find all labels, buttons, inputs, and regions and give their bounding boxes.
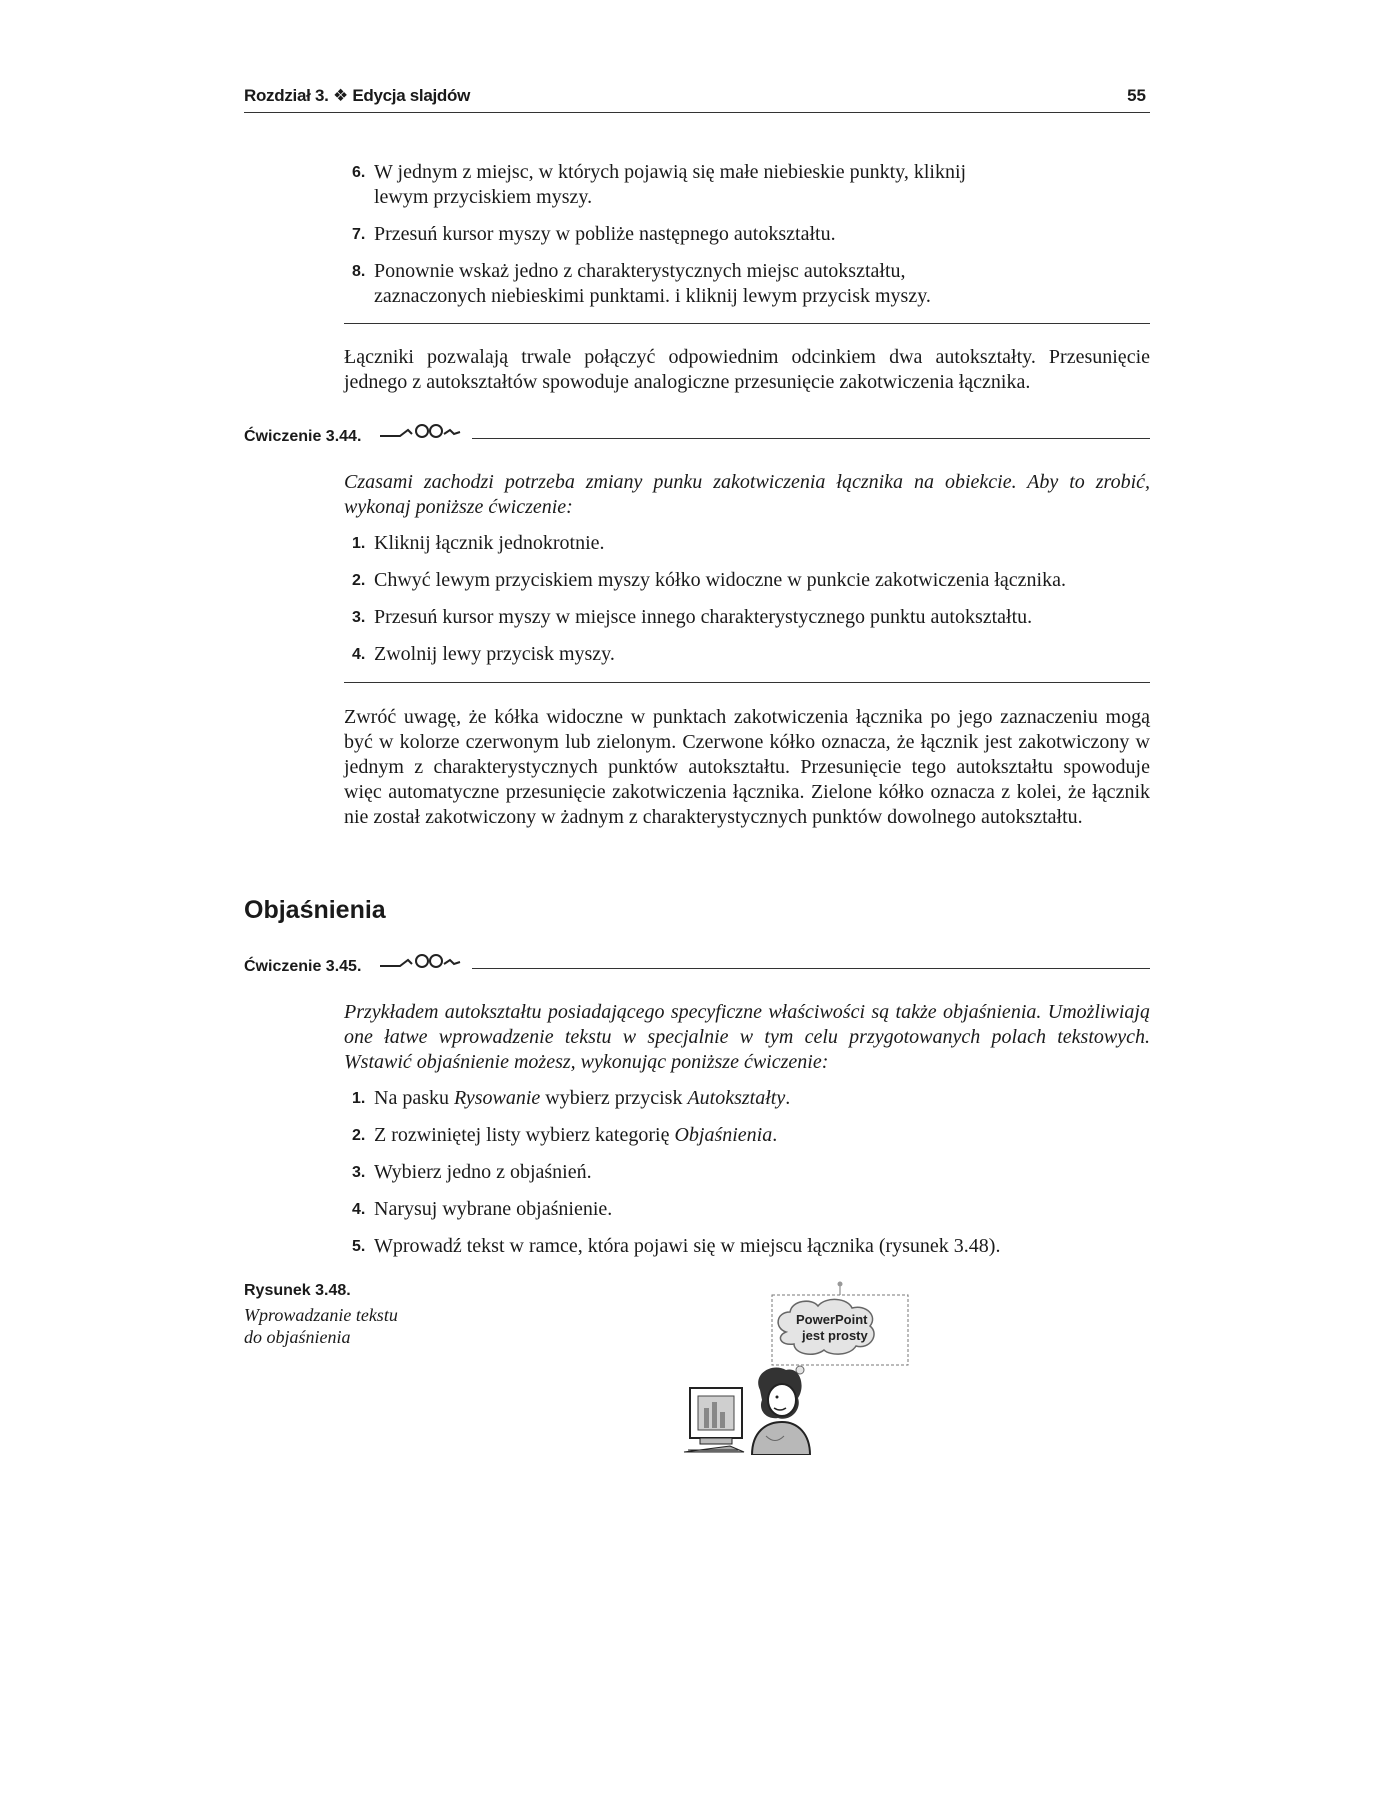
running-header xyxy=(244,84,1150,113)
section-title: Objaśnienia xyxy=(244,896,386,924)
list-item xyxy=(352,1197,1152,1222)
step-number: 2. xyxy=(352,572,366,589)
step-emphasis: Objaśnienia xyxy=(674,1124,773,1146)
divider xyxy=(344,323,1150,324)
step-text: wybierz przycisk xyxy=(540,1087,688,1109)
step-text: . xyxy=(772,1124,778,1146)
figure-caption xyxy=(244,1304,444,1348)
exercise-steps xyxy=(352,531,1152,679)
exercise-ornament-icon xyxy=(378,420,470,442)
step-number: 5. xyxy=(352,1238,366,1255)
step-text: Ponownie wskaż jedno z charakterystycznych miejsc autokształtu, zaznaczonych niebieskimi punktami. i kliknij lewym przycisk myszy. xyxy=(374,260,931,307)
exercise-steps xyxy=(352,1086,1152,1271)
thought-dot xyxy=(796,1366,804,1374)
step-text: Przesuń kursor myszy w miejsce innego charakterystycznego punktu autokształtu. xyxy=(374,606,1033,628)
step-number: 6. xyxy=(352,164,366,181)
step-text: Wybierz jedno z objaśnień. xyxy=(374,1161,592,1183)
step-number: 3. xyxy=(352,609,366,626)
step-text: Przesuń kursor myszy w pobliże następnego autokształtu. xyxy=(374,223,836,245)
chapter-title: Rozdział 3. ❖ Edycja slajdów xyxy=(244,86,471,105)
exercise-label: Ćwiczenie 3.45. xyxy=(244,958,362,975)
rotation-handle-dot xyxy=(838,1282,843,1287)
exercise-intro: Czasami zachodzi potrzeba zmiany punku zakotwiczenia łącznika na obiekcie. Aby to zrobić, wykonaj poniższe ćwiczenie: xyxy=(344,471,1150,518)
step-emphasis: Autokształty xyxy=(687,1087,786,1109)
list-item xyxy=(352,568,1152,593)
list-item xyxy=(352,222,1002,247)
computer-icon xyxy=(684,1388,744,1452)
list-item xyxy=(352,605,1152,630)
step-number: 7. xyxy=(352,226,366,243)
list-item xyxy=(352,1234,1152,1259)
bubble-text-line: jest prosty xyxy=(802,1328,868,1343)
exercise-ornament-icon xyxy=(378,950,470,972)
step-text: W jednym z miejsc, w których pojawią się małe niebieskie punkty, kliknij lewym przyciskiem myszy. xyxy=(374,161,967,208)
list-item xyxy=(352,259,1002,309)
step-text: Narysuj wybrane objaśnienie. xyxy=(374,1198,613,1220)
step-number: 8. xyxy=(352,263,366,280)
step-number: 2. xyxy=(352,1127,366,1144)
step-number: 4. xyxy=(352,646,366,663)
page-number: 55 xyxy=(1127,86,1146,105)
step-number: 1. xyxy=(352,1090,366,1107)
step-text: Na pasku xyxy=(374,1087,454,1109)
step-text: Chwyć lewym przyciskiem myszy kółko widoczne w punkcie zakotwiczenia łącznika. xyxy=(374,569,1066,591)
steps-list-top xyxy=(352,160,1002,321)
person-icon xyxy=(752,1367,810,1455)
figure-caption-line: do objaśnienia xyxy=(244,1327,351,1347)
exercise-intro: Przykładem autokształtu posiadającego specyficzne właściwości są także objaśnienia. Umożliwiają one łatwe wprowadzenie tekstu w specjalnie w tym celu przygotowanych polach tekstowych. Wstawić objaśnienie możesz, wykonując poniższe ćwiczenie: xyxy=(344,1001,1150,1073)
divider xyxy=(344,682,1150,683)
list-item xyxy=(352,1160,1152,1185)
paragraph-connectors: Łączniki pozwalają trwale połączyć odpowiednim odcinkiem dwa autokształty. Przesunięcie jednego z autokształtów spowoduje analogiczne przesunięcie zakotwiczenia łącznika. xyxy=(344,346,1150,393)
step-text: Z rozwiniętej listy wybierz kategorię xyxy=(374,1124,675,1146)
paragraph-circles: Zwróć uwagę, że kółka widoczne w punktach zakotwiczenia łącznika po jego zaznaczeniu mogą być w kolorze czerwonym lub zielonym. Czerwone kółko oznacza, że łącznik jest zakotwiczony w jednym z charakterystycznych punktów autokształtu. Przesunięcie tego autokształtu spowoduje więc automatyczne przesunięcie zakotwiczenia łącznika. Zielone kółko oznacza z kolei, że łącznik nie został zakotwiczony w żadnym z charakterystycznych punktów dowolnego autokształtu. xyxy=(344,706,1150,828)
step-number: 1. xyxy=(352,535,366,552)
step-emphasis: Rysowanie xyxy=(453,1087,541,1109)
figure-caption-line: Wprowadzanie tekstu xyxy=(244,1305,398,1325)
list-item xyxy=(352,1086,1152,1111)
list-item xyxy=(352,1123,1152,1148)
list-item xyxy=(352,531,1152,556)
step-text: Kliknij łącznik jednokrotnie. xyxy=(374,532,605,554)
list-item xyxy=(352,160,1002,210)
step-text: Wprowadź tekst w ramce, która pojawi się w miejscu łącznika (rysunek 3.48). xyxy=(374,1235,1001,1257)
exercise-label: Ćwiczenie 3.44. xyxy=(244,428,362,445)
figure-illustration xyxy=(682,1270,922,1455)
list-item xyxy=(352,642,1152,667)
step-text: Zwolnij lewy przycisk myszy. xyxy=(374,643,615,665)
exercise-header-rule xyxy=(472,968,1150,969)
exercise-header-rule xyxy=(472,438,1150,439)
step-number: 3. xyxy=(352,1164,366,1181)
step-text: . xyxy=(785,1087,791,1109)
figure-label: Rysunek 3.48. xyxy=(244,1282,351,1299)
step-number: 4. xyxy=(352,1201,366,1218)
bubble-text-line: PowerPoint xyxy=(796,1312,868,1327)
